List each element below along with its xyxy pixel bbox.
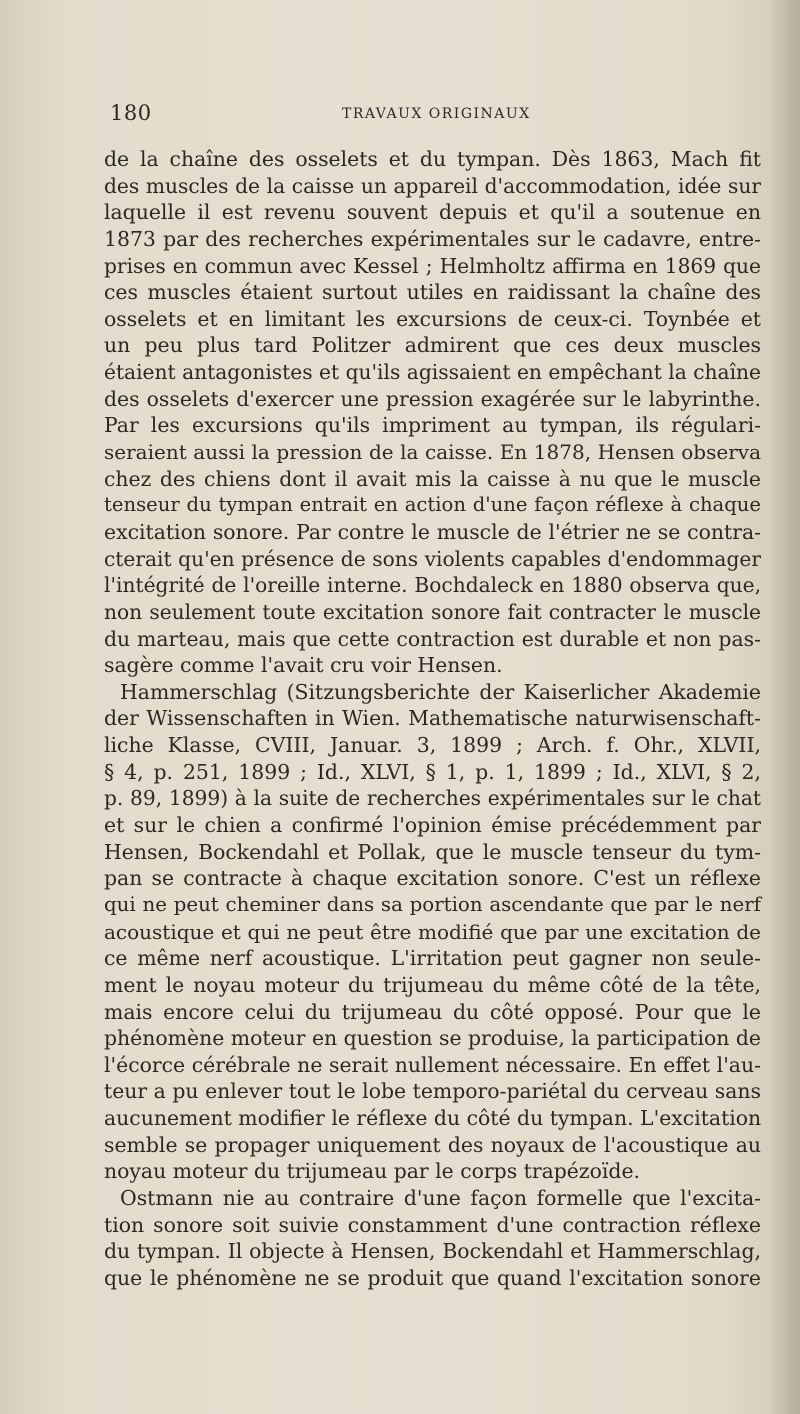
text-line: noyau moteur du trijumeau par le corps trapézoïde.: [104, 1159, 641, 1184]
text-line: § 4, p. 251, 1899 ; Id., XLVI, § 1, p. 1, 1899 ; Id., XLVI, § 2,: [104, 759, 761, 784]
text-line: liche Klasse, CVIII, Januar. 3, 1899 ; Arch. f. Ohr., XLVII,: [104, 733, 761, 758]
body-text: [104, 146, 761, 1292]
text-line: p. 89, 1899) à la suite de recherches expérimentales sur le chat: [104, 786, 761, 811]
text-line: l'intégrité de l'oreille interne. Bochdaleck en 1880 observa que,: [104, 573, 761, 598]
text-line: prises en commun avec Kessel ; Helmholtz affirma en 1869 que: [104, 253, 761, 278]
text-line: l'écorce cérébrale ne serait nullement nécessaire. En effet l'au-: [104, 1052, 761, 1077]
text-line: phénomène moteur en question se produise, la participation de: [104, 1026, 761, 1051]
text-line: que le phénomène ne se produit que quand l'excitation sonore: [104, 1265, 761, 1290]
text-line: et sur le chien a confirmé l'opinion émise précédemment par: [104, 813, 761, 838]
text-line: Hensen, Bockendahl et Pollak, que le muscle tenseur du tym-: [104, 839, 761, 864]
text-line: du marteau, mais que cette contraction est durable et non pas-: [104, 626, 761, 651]
text-line: des osselets d'exercer une pression exagérée sur le labyrinthe.: [104, 386, 761, 411]
text-line: osselets et en limitant les excursions de ceux-ci. Toynbée et: [104, 306, 761, 331]
text-line: Hammerschlag (Sitzungsberichte der Kaiserlicher Akademie: [120, 679, 761, 704]
text-line: non seulement toute excitation sonore fait contracter le muscle: [104, 599, 761, 624]
text-line: de la chaîne des osselets et du tympan. Dès 1863, Mach fit: [104, 147, 761, 171]
page-number: 180: [110, 101, 152, 125]
text-line: laquelle il est revenu souvent depuis et qu'il a soutenue en: [104, 200, 761, 225]
text-line: un peu plus tard Politzer admirent que ces deux muscles: [104, 333, 761, 358]
text-line: ce même nerf acoustique. L'irritation peut gagner non seule-: [104, 946, 761, 971]
text-line: tion sonore soit suivie constamment d'une contraction réflexe: [104, 1212, 761, 1237]
text-line: des muscles de la caisse un appareil d'accommodation, idée sur: [104, 173, 761, 198]
text-line: ment le noyau moteur du trijumeau du même côté de la tête,: [104, 972, 761, 997]
text-line: tenseur du tympan entrait en action d'une façon réflexe à chaque: [104, 493, 761, 517]
text-line: sagère comme l'avait cru voir Hensen.: [104, 653, 503, 678]
text-line: teur a pu enlever tout le lobe temporo-pariétal du cerveau sans: [104, 1079, 761, 1104]
page-header: [110, 101, 760, 125]
text-line: acoustique et qui ne peut être modifié que par une excitation de: [104, 919, 761, 944]
text-line: der Wissenschaften in Wien. Mathematische naturwisenschaft-: [104, 706, 761, 731]
running-head: TRAVAUX ORIGINAUX: [342, 106, 531, 122]
text-line: Ostmann nie au contraire d'une façon formelle que l'excita-: [120, 1185, 761, 1210]
text-line: Par les excursions qu'ils impriment au tympan, ils régulari-: [104, 413, 761, 438]
page-edge-shadow: [770, 0, 800, 1414]
text-line: ces muscles étaient surtout utiles en raidissant la chaîne des: [104, 280, 761, 305]
text-line: seraient aussi la pression de la caisse. En 1878, Hensen observa: [104, 440, 761, 465]
text-line: cterait qu'en présence de sons violents capables d'endommager: [104, 546, 761, 571]
text-line: pan se contracte à chaque excitation sonore. C'est un réflexe: [104, 866, 761, 891]
text-line: mais encore celui du trijumeau du côté opposé. Pour que le: [104, 999, 761, 1024]
text-line: étaient antagonistes et qu'ils agissaient en empêchant la chaîne: [104, 360, 761, 385]
text-line: 1873 par des recherches expérimentales sur le cadavre, entre-: [104, 226, 761, 251]
text-line: du tympan. Il objecte à Hensen, Bockendahl et Hammerschlag,: [104, 1239, 761, 1264]
text-line: aucunement modifier le réflexe du côté du tympan. L'excitation: [104, 1106, 762, 1131]
text-line: excitation sonore. Par contre le muscle de l'étrier ne se contra-: [104, 519, 761, 544]
text-line: semble se propager uniquement des noyaux de l'acoustique au: [104, 1132, 761, 1157]
text-line: chez des chiens dont il avait mis la caisse à nu que le muscle: [104, 466, 761, 491]
text-line: qui ne peut cheminer dans sa portion ascendante que par le nerf: [104, 892, 761, 916]
